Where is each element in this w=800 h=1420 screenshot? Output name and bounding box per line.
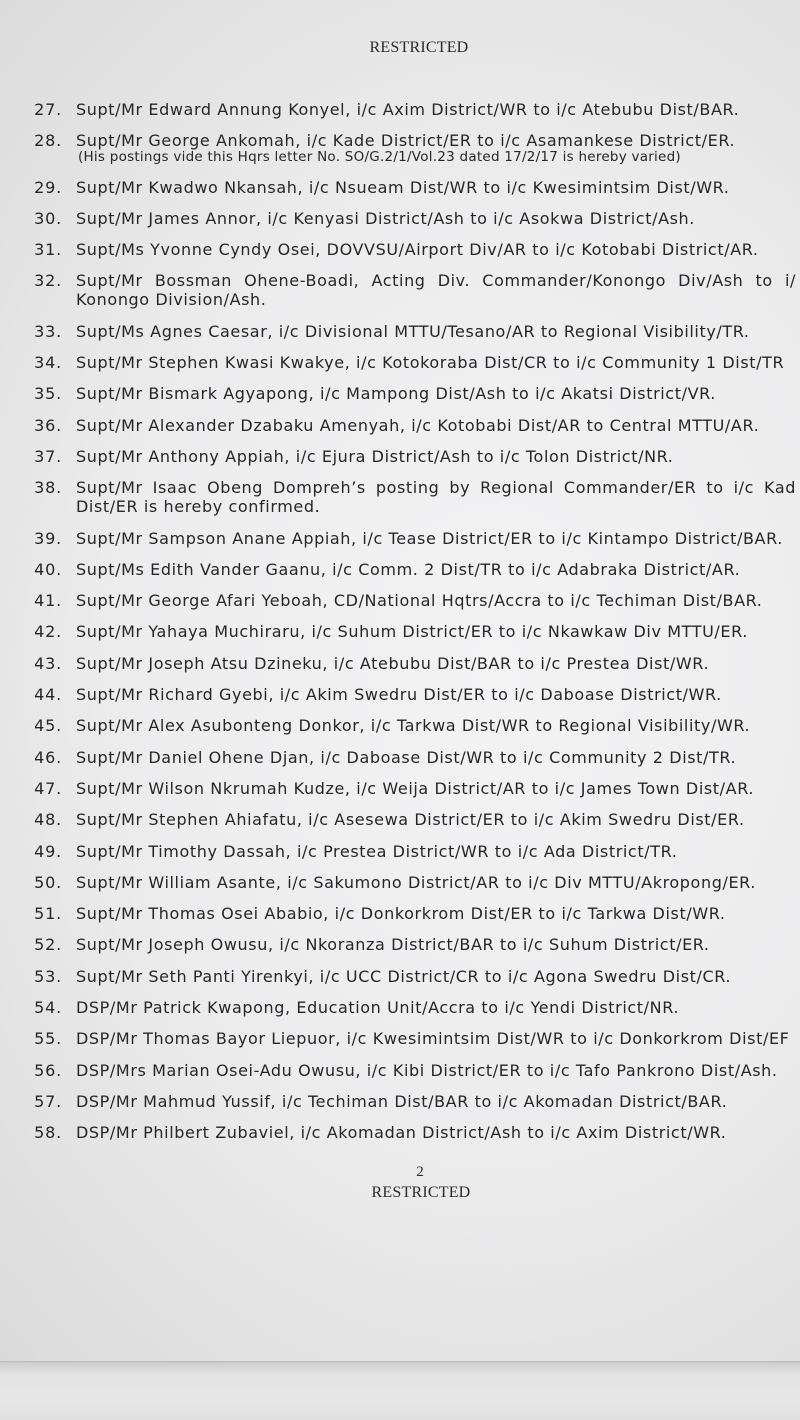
posting-text: Supt/Mr Alex Asubonteng Donkor, i/c Tarkwa Dist/WR to Regional Visibility/WR. <box>76 716 751 736</box>
posting-text: Supt/Ms Yvonne Cyndy Osei, DOVVSU/Airport Div/AR to i/c Kotobabi District/AR. <box>76 240 759 260</box>
posting-number: 44. <box>34 685 62 705</box>
posting-number: 46. <box>34 747 62 767</box>
posting-number: 45. <box>34 716 62 736</box>
posting-note: (His postings vide this Hqrs letter No. SO/G.2/1/Vol.23 dated 17/2/17 is hereby varied) <box>78 149 681 166</box>
posting-item <box>0 178 800 197</box>
posting-number: 31. <box>34 240 62 260</box>
posting-number: 55. <box>34 1029 62 1049</box>
posting-text: DSP/Mrs Marian Osei-Adu Owusu, i/c Kibi District/ER to i/c Tafo Pankrono Dist/Ash. <box>76 1060 778 1080</box>
posting-number: 30. <box>34 208 62 228</box>
posting-item <box>0 560 800 579</box>
posting-text: Supt/Mr Stephen Kwasi Kwakye, i/c Kotokoraba Dist/CR to i/c Community 1 Dist/TR <box>76 353 785 373</box>
posting-number: 47. <box>34 778 62 798</box>
posting-text: Supt/Mr Seth Panti Yirenkyi, i/c UCC District/CR to i/c Agona Swedru Dist/CR. <box>76 966 732 986</box>
posting-text-continued: Konongo Division/Ash. <box>76 290 267 310</box>
posting-number: 32. <box>34 271 62 291</box>
posting-item <box>0 779 800 798</box>
posting-text: Supt/Mr James Annor, i/c Kenyasi District/Ash to i/c Asokwa District/Ash. <box>76 208 695 228</box>
posting-number: 35. <box>34 384 62 404</box>
posting-number: 33. <box>34 321 62 341</box>
posting-number: 34. <box>34 353 62 373</box>
paper-edge <box>0 1361 800 1420</box>
posting-text: DSP/Mr Mahmud Yussif, i/c Techiman Dist/BAR to i/c Akomadan District/BAR. <box>76 1091 728 1111</box>
posting-text: DSP/Mr Thomas Bayor Liepuor, i/c Kwesimintsim Dist/WR to i/c Donkorkrom Dist/EF <box>76 1029 790 1049</box>
posting-number: 27. <box>34 100 62 119</box>
posting-number: 54. <box>34 998 62 1018</box>
posting-item <box>0 685 800 704</box>
posting-number: 40. <box>34 559 62 579</box>
posting-item <box>0 447 800 466</box>
posting-text: Supt/Mr Joseph Owusu, i/c Nkoranza District/BAR to i/c Suhum District/ER. <box>76 935 710 955</box>
posting-number: 28. <box>34 131 62 151</box>
posting-item <box>0 209 800 228</box>
posting-number: 41. <box>34 591 62 611</box>
posting-number: 38. <box>34 478 62 498</box>
posting-number: 58. <box>34 1123 62 1143</box>
posting-item <box>0 716 800 735</box>
posting-number: 37. <box>34 446 62 466</box>
posting-text: DSP/Mr Philbert Zubaviel, i/c Akomadan District/Ash to i/c Axim District/WR. <box>76 1123 727 1143</box>
posting-text: Supt/Mr William Asante, i/c Sakumono District/AR to i/c Div MTTU/Akropong/ER. <box>76 872 756 892</box>
posting-item <box>0 622 800 641</box>
posting-item <box>0 1123 800 1142</box>
posting-number: 51. <box>34 904 62 924</box>
posting-text: Supt/Ms Agnes Caesar, i/c Divisional MTTU/Tesano/AR to Regional Visibility/TR. <box>76 321 750 341</box>
posting-text-continued: Dist/ER is hereby confirmed. <box>76 497 321 517</box>
posting-text: Supt/Ms Edith Vander Gaanu, i/c Comm. 2 Dist/TR to i/c Adabraka District/AR. <box>76 559 741 579</box>
posting-number: 29. <box>34 177 62 197</box>
posting-text: Supt/Mr George Afari Yeboah, CD/National Hqtrs/Accra to i/c Techiman Dist/BAR. <box>76 591 763 611</box>
posting-item <box>0 873 800 892</box>
posting-item <box>0 935 800 954</box>
posting-number: 43. <box>34 653 62 673</box>
posting-text: Supt/Mr Isaac Obeng Dompreh’s posting by Regional Commander/ER to i/c Kad <box>76 478 796 498</box>
posting-item <box>0 1029 800 1048</box>
posting-number: 36. <box>34 415 62 435</box>
posting-item <box>0 904 800 923</box>
posting-item <box>0 271 800 309</box>
posting-number: 50. <box>34 872 62 892</box>
posting-number: 53. <box>34 966 62 986</box>
posting-item <box>0 967 800 986</box>
posting-number: 42. <box>34 622 62 642</box>
posting-text: Supt/Mr Timothy Dassah, i/c Prestea District/WR to i/c Ada District/TR. <box>76 841 678 861</box>
posting-item <box>0 591 800 610</box>
posting-number: 49. <box>34 841 62 861</box>
posting-text: Supt/Mr Alexander Dzabaku Amenyah, i/c Kotobabi Dist/AR to Central MTTU/AR. <box>76 415 760 435</box>
posting-text: Supt/Mr Wilson Nkrumah Kudze, i/c Weija District/AR to i/c James Town Dist/AR. <box>76 778 755 798</box>
posting-item <box>0 1061 800 1080</box>
posting-item <box>0 416 800 435</box>
posting-item <box>0 842 800 861</box>
posting-item <box>0 384 800 403</box>
posting-text: Supt/Mr Daniel Ohene Djan, i/c Daboase Dist/WR to i/c Community 2 Dist/TR. <box>76 747 737 767</box>
posting-item <box>0 100 800 119</box>
posting-text: Supt/Mr George Ankomah, i/c Kade District/ER to i/c Asamankese District/ER. <box>76 131 736 151</box>
postings-list <box>0 100 800 1155</box>
posting-text: Supt/Mr Bismark Agyapong, i/c Mampong Dist/Ash to i/c Akatsi District/VR. <box>76 384 716 404</box>
posting-text: Supt/Mr Sampson Anane Appiah, i/c Tease District/ER to i/c Kintampo District/BAR. <box>76 528 783 548</box>
header-classification: RESTRICTED <box>369 39 469 56</box>
posting-item <box>0 353 800 372</box>
posting-number: 57. <box>34 1091 62 1111</box>
posting-number: 48. <box>34 810 62 830</box>
posting-item <box>0 240 800 259</box>
posting-text: Supt/Mr Edward Annung Konyel, i/c Axim District/WR to i/c Atebubu Dist/BAR. <box>76 100 740 119</box>
posting-item <box>0 1092 800 1111</box>
posting-text: Supt/Mr Joseph Atsu Dzineku, i/c Atebubu Dist/BAR to i/c Prestea Dist/WR. <box>76 653 710 673</box>
posting-text: Supt/Mr Anthony Appiah, i/c Ejura District/Ash to i/c Tolon District/NR. <box>76 446 674 466</box>
posting-item <box>0 478 800 516</box>
posting-text: Supt/Mr Yahaya Muchiraru, i/c Suhum District/ER to i/c Nkawkaw Div MTTU/ER. <box>76 622 748 642</box>
posting-text: Supt/Mr Stephen Ahiafatu, i/c Asesewa District/ER to i/c Akim Swedru Dist/ER. <box>76 810 745 830</box>
posting-item <box>0 748 800 767</box>
posting-item <box>0 810 800 829</box>
posting-number: 39. <box>34 528 62 548</box>
posting-text: Supt/Mr Kwadwo Nkansah, i/c Nsueam Dist/WR to i/c Kwesimintsim Dist/WR. <box>76 177 730 197</box>
page-number: 2 <box>416 1164 424 1180</box>
posting-text: Supt/Mr Bossman Ohene-Boadi, Acting Div. Commander/Konongo Div/Ash to i/ <box>76 271 796 291</box>
posting-item <box>0 322 800 341</box>
posting-number: 52. <box>34 935 62 955</box>
posting-item <box>0 131 800 165</box>
posting-item <box>0 998 800 1017</box>
posting-text: DSP/Mr Patrick Kwapong, Education Unit/Accra to i/c Yendi District/NR. <box>76 998 680 1018</box>
posting-text: Supt/Mr Richard Gyebi, i/c Akim Swedru Dist/ER to i/c Daboase District/WR. <box>76 685 722 705</box>
posting-text: Supt/Mr Thomas Osei Ababio, i/c Donkorkrom Dist/ER to i/c Tarkwa Dist/WR. <box>76 904 726 924</box>
posting-item <box>0 654 800 673</box>
posting-item <box>0 529 800 548</box>
footer-classification: RESTRICTED <box>371 1184 471 1201</box>
posting-number: 56. <box>34 1060 62 1080</box>
